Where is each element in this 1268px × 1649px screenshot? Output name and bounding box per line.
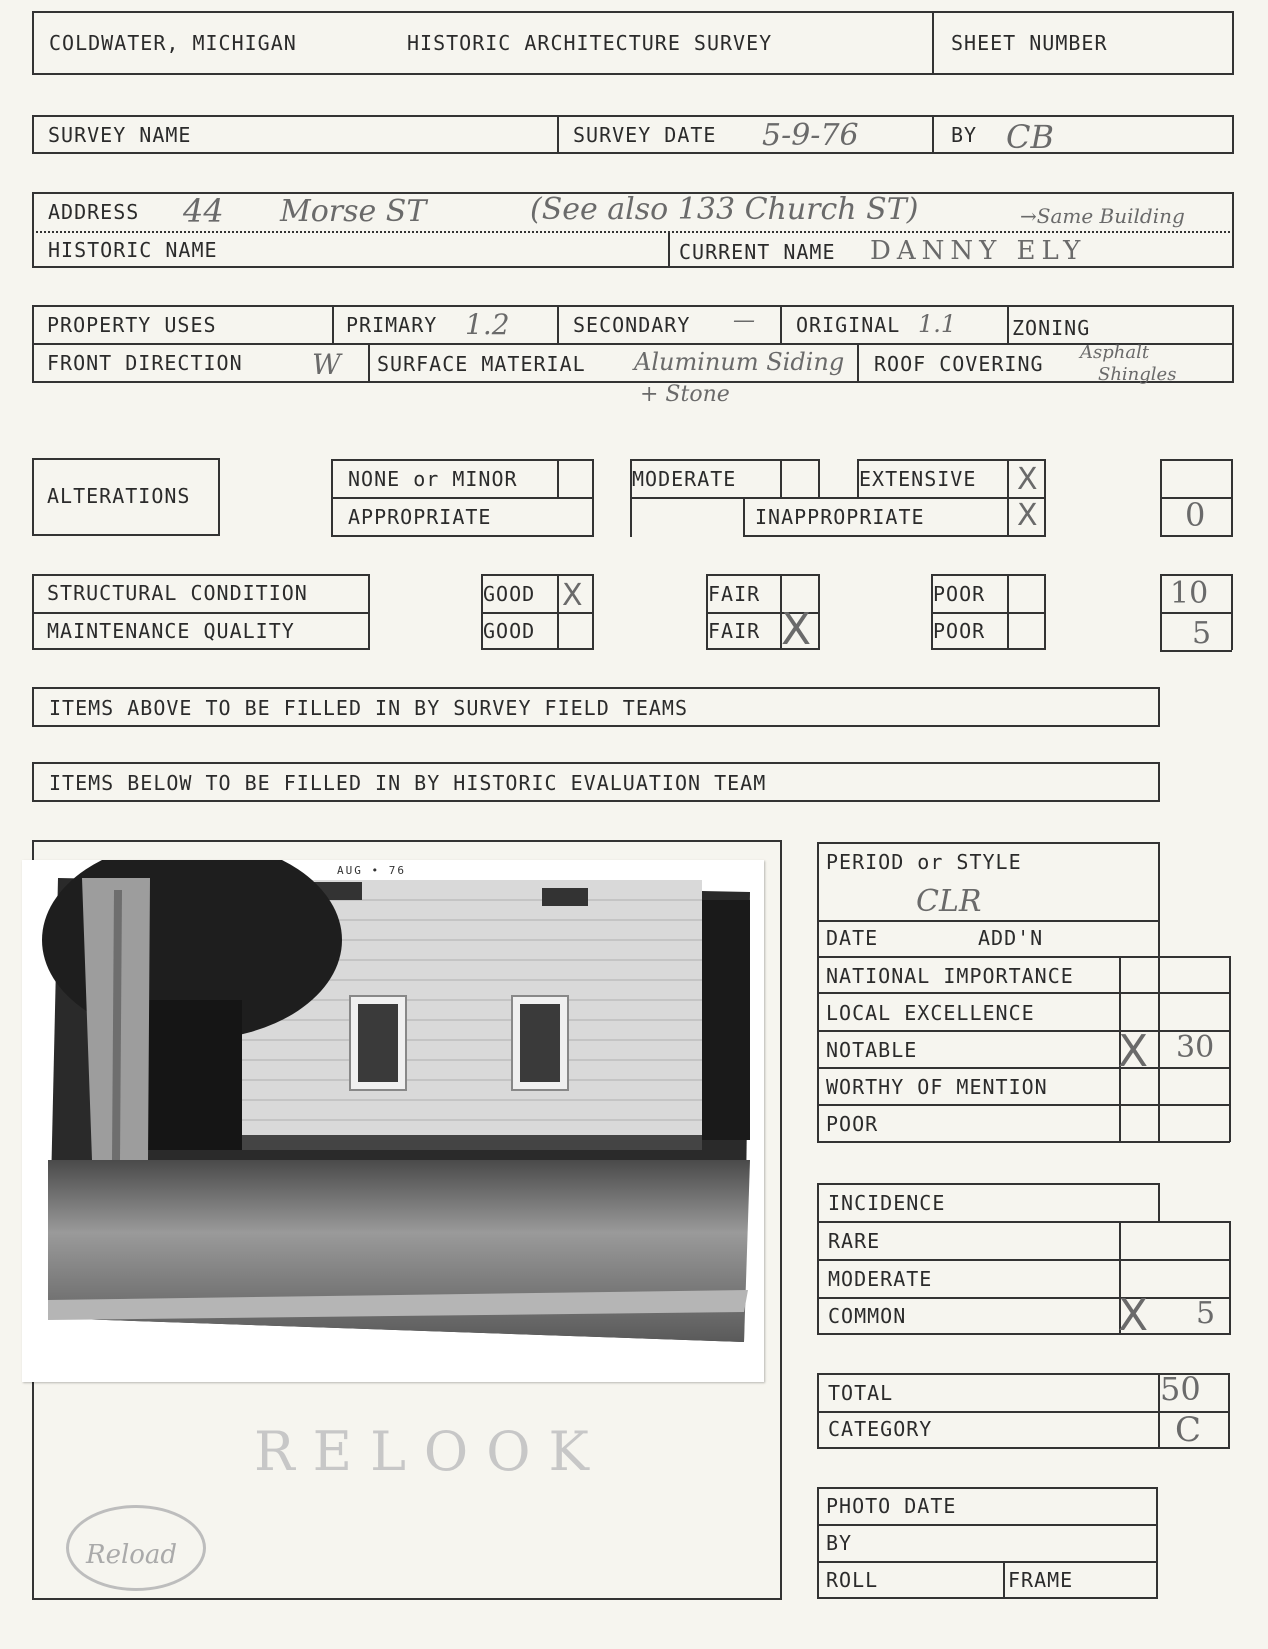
alterations-score: 0 <box>1185 496 1206 534</box>
date-label: DATE <box>826 926 879 950</box>
incidence-label: INCIDENCE <box>828 1191 946 1215</box>
rare-label: RARE <box>828 1229 881 1253</box>
addn-label: ADD'N <box>978 926 1044 950</box>
extensive-label: EXTENSIVE <box>859 467 977 491</box>
zoning-label: ZONING <box>1012 316 1091 340</box>
address-see-also: (See also 133 Church ST) <box>530 192 919 227</box>
notice-below: ITEMS BELOW TO BE FILLED IN BY HISTORIC EVALUATION TEAM <box>49 771 767 795</box>
form-title: HISTORIC ARCHITECTURE SURVEY <box>407 31 773 55</box>
primary-label: PRIMARY <box>346 313 438 337</box>
good-label-maintenance: GOOD <box>483 619 536 643</box>
maintenance-score: 5 <box>1192 616 1212 651</box>
extensive-check: X <box>1017 462 1038 497</box>
category-label: CATEGORY <box>828 1417 933 1441</box>
survey-by-value: CB <box>1006 118 1054 156</box>
inappropriate-label: INAPPROPRIATE <box>755 505 925 529</box>
appropriate-label: APPROPRIATE <box>348 505 492 529</box>
roof-covering-value: Asphalt <box>1080 342 1150 363</box>
surface-material-label: SURFACE MATERIAL <box>377 352 586 376</box>
surface-material-value-2: + Stone <box>640 382 730 407</box>
survey-date-label: SURVEY DATE <box>573 123 717 147</box>
address-label: ADDRESS <box>48 200 140 224</box>
poor-label-structural: POOR <box>933 582 986 606</box>
good-label-structural: GOOD <box>483 582 536 606</box>
survey-by-label: BY <box>951 123 978 147</box>
common-label: COMMON <box>828 1304 907 1328</box>
maintenance-quality-label: MAINTENANCE QUALITY <box>47 619 295 643</box>
address-street: Morse ST <box>280 194 427 229</box>
photo-by-label: BY <box>826 1531 853 1555</box>
address-note: →Same Building <box>1020 204 1185 228</box>
moderate-incidence-label: MODERATE <box>828 1267 933 1291</box>
total-value: 50 <box>1160 1370 1201 1408</box>
property-uses-label: PROPERTY USES <box>47 313 217 337</box>
house-photo-image <box>22 860 764 1382</box>
total-label: TOTAL <box>828 1381 894 1405</box>
common-score: 5 <box>1196 1296 1216 1331</box>
address-number: 44 <box>183 192 224 230</box>
roll-label: ROLL <box>826 1568 879 1592</box>
inappropriate-check: X <box>1017 498 1038 533</box>
none-minor-label: NONE or MINOR <box>348 467 518 491</box>
surface-material-value: Aluminum Siding <box>634 348 845 376</box>
structural-good-check: X <box>562 578 583 613</box>
worthy-of-mention-label: WORTHY OF MENTION <box>826 1075 1048 1099</box>
fair-label-maintenance: FAIR <box>708 619 761 643</box>
front-direction-value: W <box>312 348 341 381</box>
period-style-label: PERIOD or STYLE <box>826 850 1022 874</box>
current-name-value: DANNY ELY <box>870 236 1087 266</box>
historic-name-label: HISTORIC NAME <box>48 238 218 262</box>
survey-date-value: 5-9-76 <box>762 118 859 153</box>
roof-covering-label: ROOF COVERING <box>874 352 1044 376</box>
original-value: 1.1 <box>918 310 957 338</box>
front-direction-label: FRONT DIRECTION <box>47 351 243 375</box>
sheet-number-label: SHEET NUMBER <box>951 31 1108 55</box>
secondary-label: SECONDARY <box>573 313 691 337</box>
moderate-label: MODERATE <box>632 467 737 491</box>
notable-label: NOTABLE <box>826 1038 918 1062</box>
roof-covering-value-2: Shingles <box>1098 364 1177 385</box>
city-label: COLDWATER, MICHIGAN <box>49 31 297 55</box>
poor-label-maintenance: POOR <box>933 619 986 643</box>
structural-condition-label: STRUCTURAL CONDITION <box>47 581 308 605</box>
local-excellence-label: LOCAL EXCELLENCE <box>826 1001 1035 1025</box>
frame-label: FRAME <box>1008 1568 1074 1592</box>
notable-score: 30 <box>1176 1030 1215 1065</box>
relook-note: RELOOK <box>254 1420 607 1483</box>
primary-value: 1.2 <box>465 308 510 341</box>
survey-name-label: SURVEY NAME <box>48 123 192 147</box>
notable-check: X <box>1118 1026 1149 1077</box>
current-name-label: CURRENT NAME <box>679 240 836 264</box>
common-check: X <box>1118 1290 1149 1341</box>
building-photo <box>22 860 764 1382</box>
reload-note: Reload <box>86 1540 178 1570</box>
maintenance-fair-check: X <box>781 604 812 655</box>
notice-above: ITEMS ABOVE TO BE FILLED IN BY SURVEY FIELD TEAMS <box>49 696 689 720</box>
period-style-value: CLR <box>916 884 982 919</box>
photo-date-stamp: AUG • 76 <box>337 864 406 877</box>
secondary-value: — <box>733 308 755 333</box>
category-value: C <box>1175 1410 1202 1450</box>
original-label: ORIGINAL <box>796 313 901 337</box>
alterations-label: ALTERATIONS <box>47 484 191 508</box>
structural-score: 10 <box>1170 576 1209 611</box>
national-importance-label: NATIONAL IMPORTANCE <box>826 964 1074 988</box>
fair-label-structural: FAIR <box>708 582 761 606</box>
poor-rating-label: POOR <box>826 1112 879 1136</box>
photo-date-label: PHOTO DATE <box>826 1494 957 1518</box>
